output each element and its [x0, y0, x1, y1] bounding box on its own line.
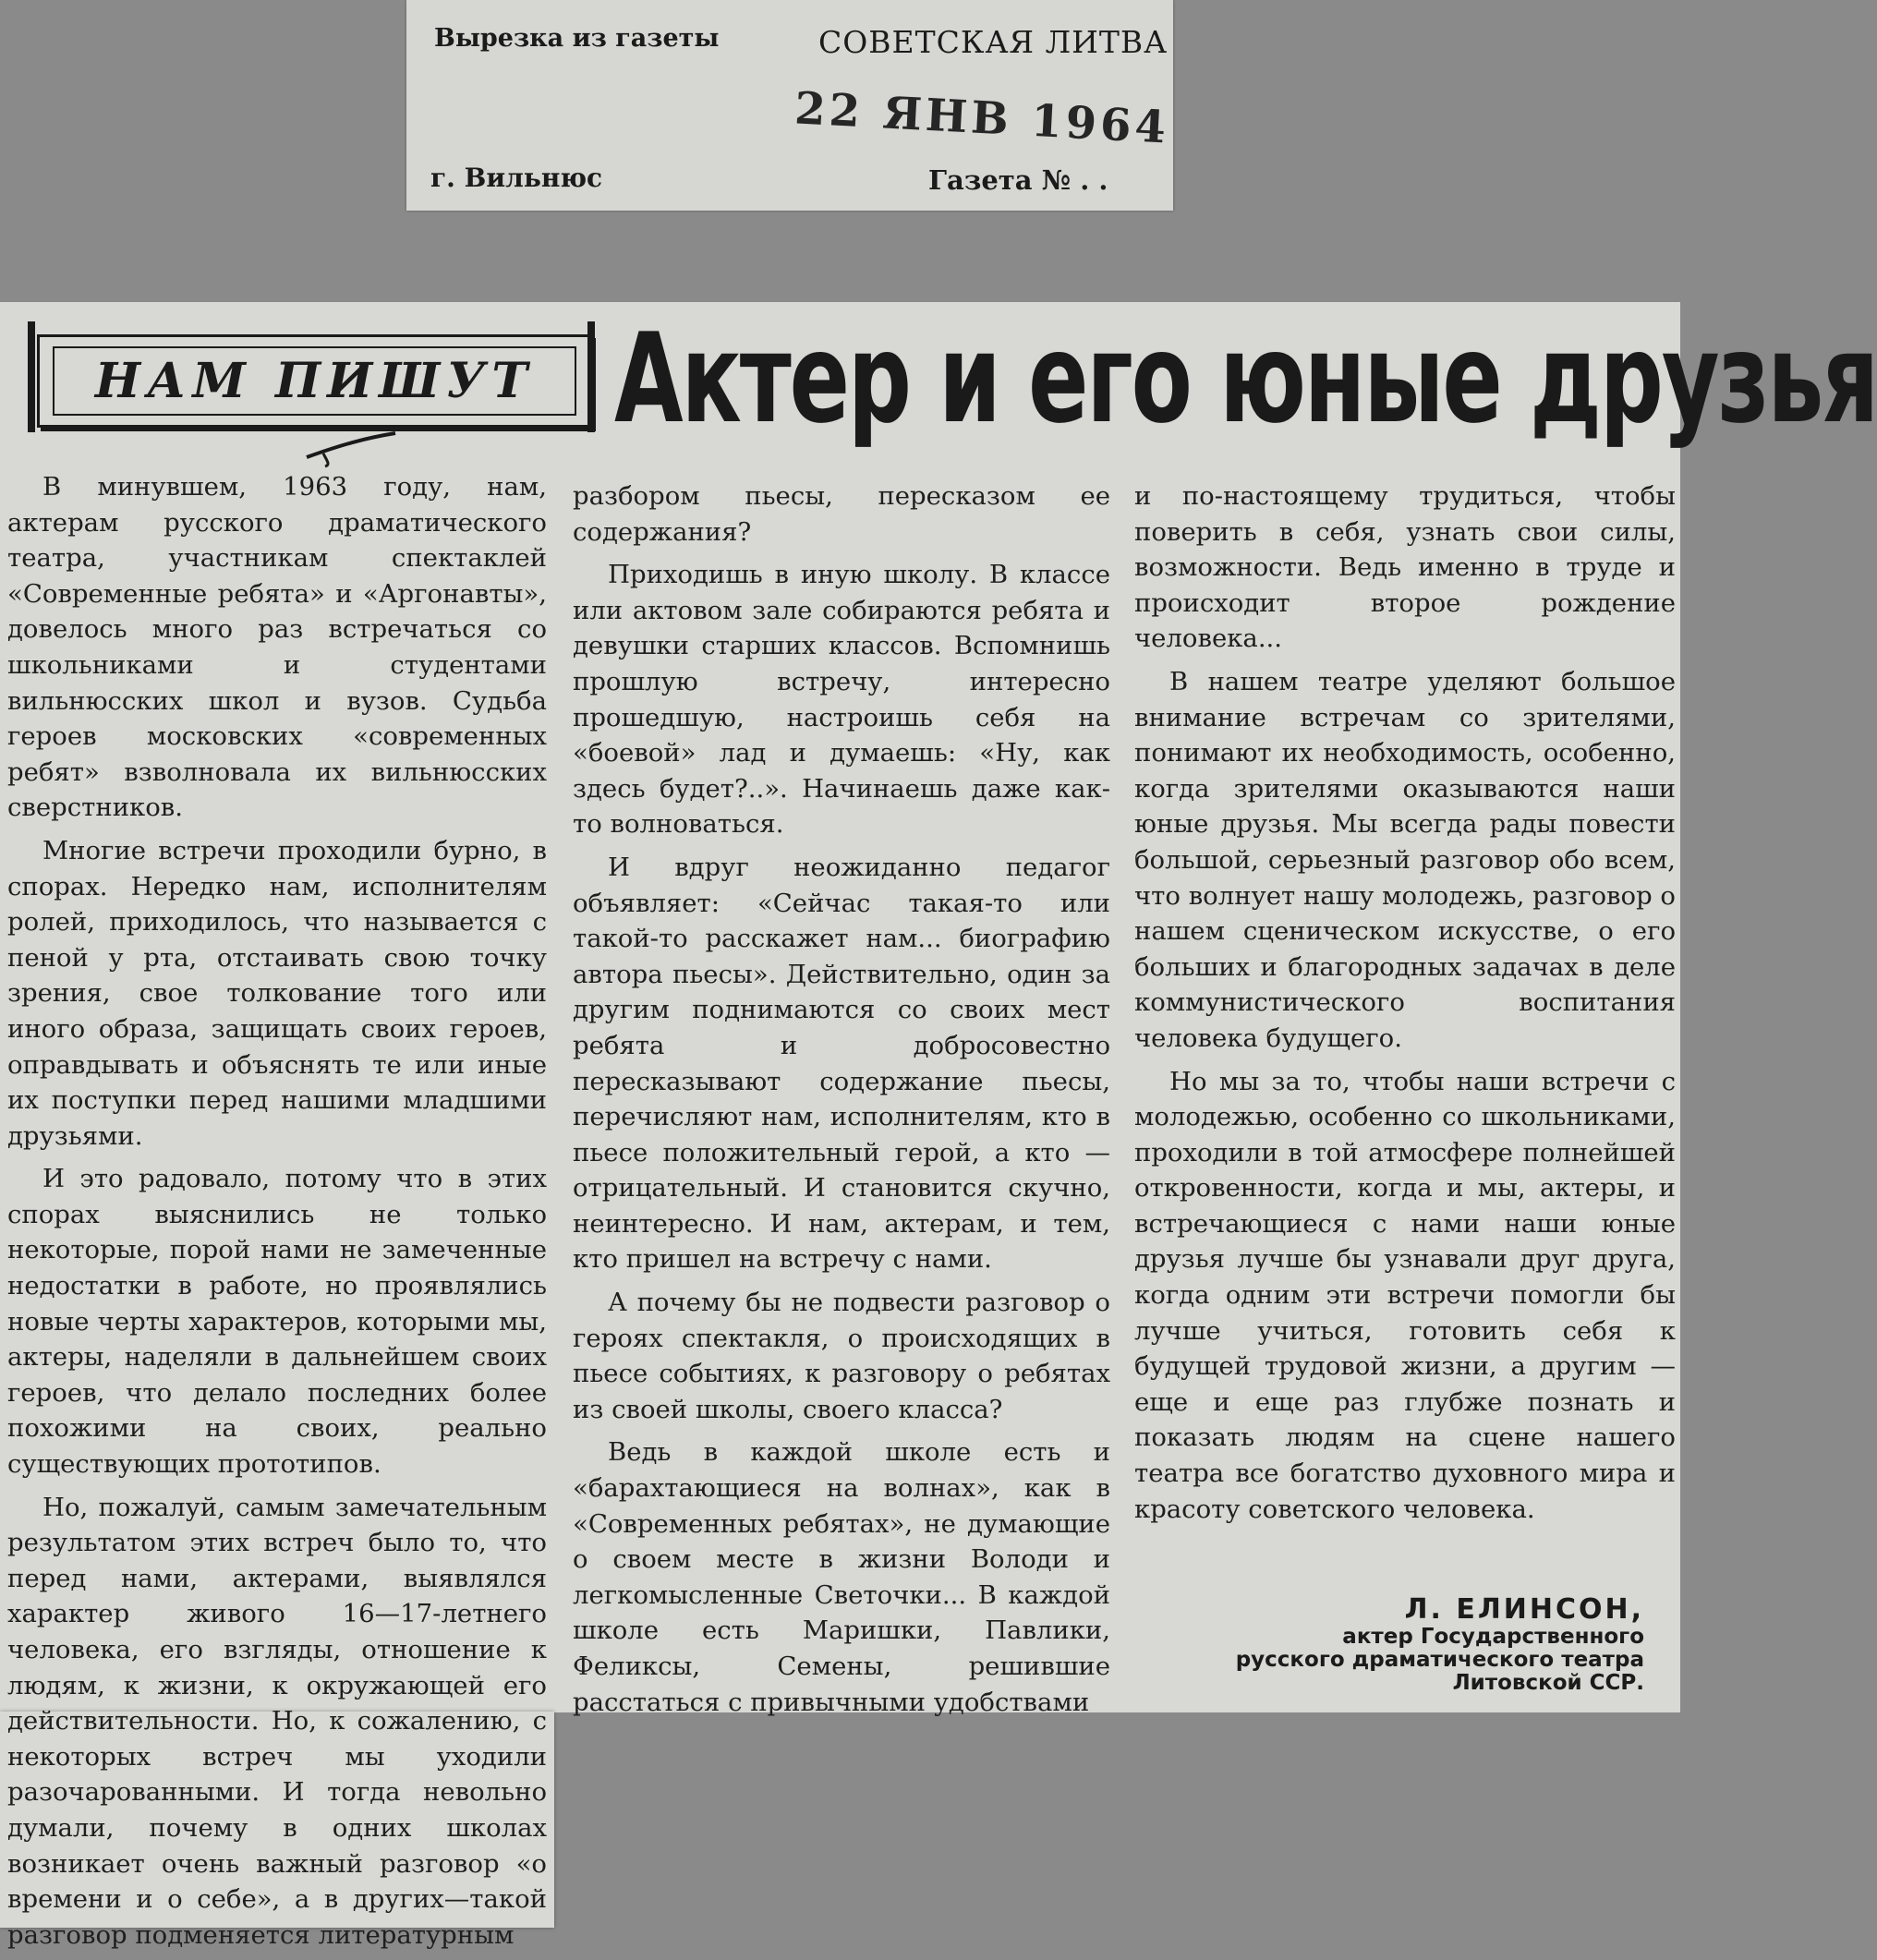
issue-label: Газета № . . — [928, 164, 1108, 196]
paragraph: Многие встречи проходили бурно, в спорах. Нередко нам, исполнителям ролей, приходилось, что называется с пеной у рта, отстаивать свою точку зрения, свое толкование того или иного образа, защищать своих героев, оправдывать и объяснять те или иные их поступки перед нашими младшими друзьями. — [7, 835, 547, 1151]
paragraph: В нашем театре уделяют большое внимание встречам со зрителями, понимают их необходимость, особенно, когда зрителями оказываются наши юные друзья. Мы всегда рады повести большой, серьезный разговор обо всем, что волнует нашу молодежь, разговор о нашем сценическом искусстве, о его больших и благородных задачах в деле коммунистического воспитания человека будущего. — [1134, 666, 1676, 1053]
paragraph: Но, пожалуй, самым замечательным результатом этих встреч было то, что перед нами, актерами, выявлялся характер живого 16—17-летнего человека, его взгляды, отношение к людям, к жизни, к окружающей его действительности. Но, к сожалению, с некоторых встреч мы уходили разочарованными. И тогда невольно думали, почему в одних школах возникает очень важный разговор «о времени и о себе», а в других—такой разговор подменяется литературным — [7, 1492, 547, 1950]
newspaper-name: СОВЕТСКАЯ ЛИТВА — [818, 24, 1169, 60]
rubric-bracket-right — [587, 321, 595, 432]
author-signature — [1136, 1593, 1644, 1695]
author-role-line: русского драматического театра — [1235, 1648, 1644, 1672]
article-column-3 — [1134, 478, 1676, 1534]
handwritten-correction-mark — [305, 430, 397, 466]
rubric-bracket-left — [28, 321, 35, 432]
paragraph: И вдруг неожиданно педагог объявляет: «Сейчас такая-то или такой-то расскажет нам... биографию автора пьесы». Действительно, один за другим поднимаются со своих мест ребята и добросовестно пересказывают содержание пьесы, перечисляют нам, исполнителям, кто в пьесе положительный герой, а кто — отрицательный. И становится скучно, неинтересно. И нам, актерам, и тем, кто пришел на встречу с нами. — [573, 852, 1110, 1275]
author-role-line: Литовской ССР. — [1452, 1671, 1644, 1695]
paragraph: В минувшем, 1963 году, нам, актерам русского драматического театра, участникам спектаклей «Современные ребята» и «Аргонавты», довелось много раз встречаться со школьниками и студентами вильнюсских школ и вузов. Судьба героев московских «современных ребят» взволновала их вильнюсских сверстников. — [7, 472, 547, 823]
article-headline: Актер и его юные друзья — [614, 307, 1877, 451]
paragraph: Но мы за то, чтобы наши встречи с молодежью, особенно со школьниками, проходили в той атмосфере полнейшей откровенности, когда и мы, актеры, и встречающиеся с нами наши юные друзья лучше бы узнавали друг друга, когда одним эти встречи помогли бы лучше учиться, готовить себя к будущей трудовой жизни, а другим — еще и еще раз глубже познать и показать людям на сцене нашего театра все богатство духовного мира и красоту советского человека. — [1134, 1066, 1676, 1524]
paragraph: Ведь в каждой школе есть и «барахтающиеся на волнах», как в «Современных ребятах», не думающие о своем месте в жизни Володи и легкомысленные Светочки... В каждой школе есть Маришки, Павлики, Феликсы, Семены, решившие расстаться с привычными удобствами — [573, 1437, 1110, 1717]
paragraph: и по-настоящему трудиться, чтобы поверить в себя, узнать свои силы, возможности. Ведь именно в труде и происходит второе рождение человека... — [1134, 481, 1676, 654]
paragraph: Приходишь в иную школу. В классе или актовом зале собираются ребята и девушки старших классов. Вспомнишь прошлую встречу, интересно прошедшую, настроишь себя на «боевой» лад и думаешь: «Ну, как здесь будет?..». Начинаешь даже как-то волноваться. — [573, 560, 1110, 840]
rubric-box — [37, 334, 592, 428]
paragraph: разбором пьесы, пересказом ее содержания? — [573, 481, 1110, 547]
clipping-source-label: Вырезка из газеты — [434, 24, 720, 53]
article-column-1 — [7, 469, 547, 1960]
archive-label-slip — [406, 0, 1173, 211]
paragraph: А почему бы не подвести разговор о героях спектакля, о происходящих в пьесе событиях, к разговору о ребятах из своей школы, своего класса? — [573, 1288, 1110, 1424]
city-label: г. Вильнюс — [430, 163, 603, 193]
article-column-2 — [573, 478, 1110, 1727]
date-stamp: 22 ЯНВ 1964 — [793, 82, 1171, 154]
rubric-inner-frame — [53, 346, 576, 416]
rubric-title: НАМ ПИШУТ — [94, 353, 535, 409]
author-role-line: актер Государственного — [1342, 1625, 1644, 1649]
author-name: Л. ЕЛИНСОН, — [1404, 1593, 1644, 1626]
paragraph: И это радовало, потому что в этих спорах выяснились не только некоторые, порой нами не замеченные недостатки в работе, но проявлялись новые черты характеров, которыми мы, актеры, наделяли в дальнейшем своих героев, что делало последних более похожими на своих, реально существующих прототипов. — [7, 1164, 547, 1480]
